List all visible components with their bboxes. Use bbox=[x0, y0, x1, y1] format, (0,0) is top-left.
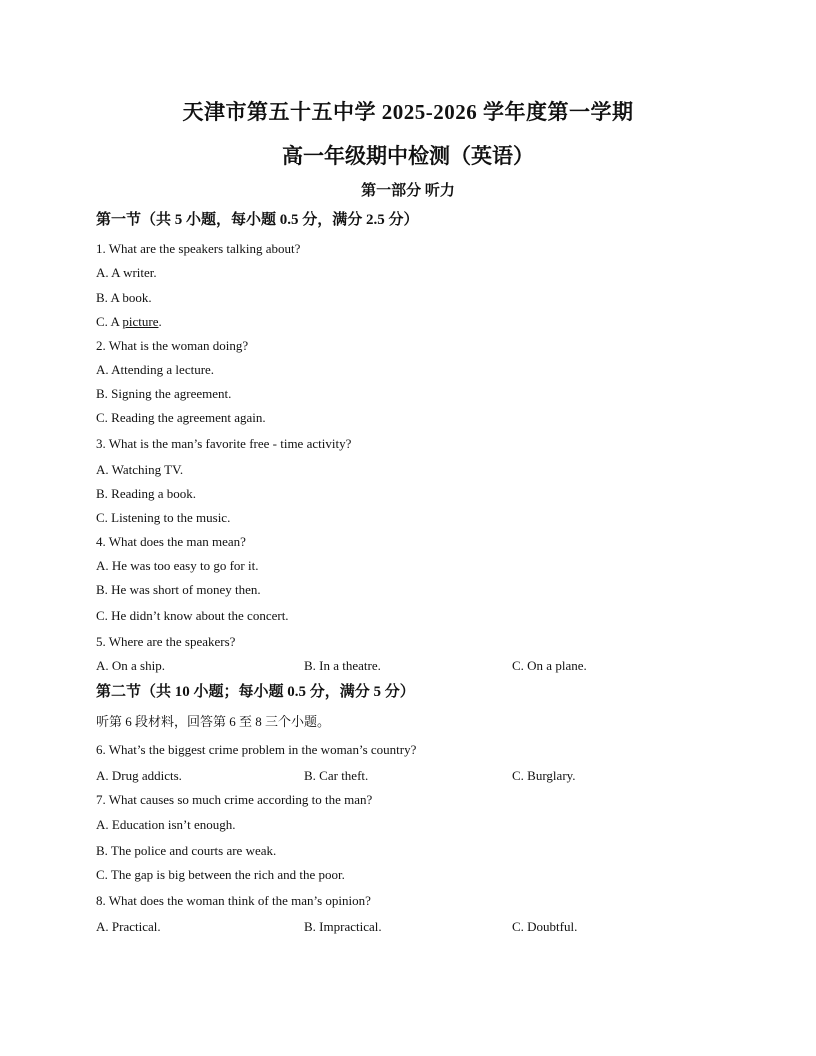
part-title: 第一部分 听力 bbox=[361, 183, 455, 199]
question-5: 5. Where are the speakers? bbox=[96, 634, 236, 649]
q4-option-b: B. He was short of money then. bbox=[96, 582, 261, 597]
q6-option-a: A. Drug addicts. bbox=[96, 768, 182, 783]
question-8: 8. What does the woman think of the man’s opinion? bbox=[96, 893, 371, 908]
exam-title-subject: 高一年级期中检测（英语） bbox=[282, 144, 534, 168]
section1-heading: 第一节（共 5 小题，每小题 0.5 分，满分 2.5 分） bbox=[96, 212, 419, 228]
q6-option-c: C. Burglary. bbox=[512, 768, 576, 783]
q7-option-b: B. The police and courts are weak. bbox=[96, 843, 277, 858]
q3-option-a: A. Watching TV. bbox=[96, 462, 184, 477]
q1-option-b: B. A book. bbox=[96, 290, 152, 305]
q3-option-c: C. Listening to the music. bbox=[96, 510, 231, 525]
q4-option-a: A. He was too easy to go for it. bbox=[96, 558, 259, 573]
question-2: 2. What is the woman doing? bbox=[96, 338, 249, 353]
q3-option-b: B. Reading a book. bbox=[96, 486, 197, 501]
q4-option-c: C. He didn’t know about the concert. bbox=[96, 608, 289, 623]
q1-option-c-prefix: C. A bbox=[96, 314, 123, 329]
q7-option-a: A. Education isn’t enough. bbox=[96, 817, 236, 832]
q8-option-b: B. Impractical. bbox=[304, 919, 382, 934]
q5-option-c: C. On a plane. bbox=[512, 658, 587, 673]
q8-option-c: C. Doubtful. bbox=[512, 919, 578, 934]
q1-option-c-suffix: . bbox=[158, 314, 162, 329]
question-4: 4. What does the man mean? bbox=[96, 534, 246, 549]
section2-intro: 听第 6 段材料，回答第 6 至 8 三个小题。 bbox=[96, 714, 331, 729]
section2-heading: 第二节（共 10 小题；每小题 0.5 分，满分 5 分） bbox=[96, 684, 415, 700]
q1-option-a: A. A writer. bbox=[96, 265, 157, 280]
q5-option-a: A. On a ship. bbox=[96, 658, 165, 673]
question-6: 6. What’s the biggest crime problem in the woman’s country? bbox=[96, 742, 417, 757]
q1-option-c bbox=[96, 313, 162, 331]
q5-option-b: B. In a theatre. bbox=[304, 658, 381, 673]
question-1: 1. What are the speakers talking about? bbox=[96, 241, 301, 256]
question-3: 3. What is the man’s favorite free - time activity? bbox=[96, 436, 352, 451]
q2-option-c: C. Reading the agreement again. bbox=[96, 410, 266, 425]
q8-option-a: A. Practical. bbox=[96, 919, 161, 934]
q1-option-c-underlined: picture bbox=[122, 314, 159, 329]
q2-option-a: A. Attending a lecture. bbox=[96, 362, 215, 377]
q2-option-b: B. Signing the agreement. bbox=[96, 386, 232, 401]
q7-option-c: C. The gap is big between the rich and the poor. bbox=[96, 867, 345, 882]
exam-title-school: 天津市第五十五中学 2025-2026 学年度第一学期 bbox=[182, 100, 634, 124]
question-7: 7. What causes so much crime according to the man? bbox=[96, 792, 373, 807]
q6-option-b: B. Car theft. bbox=[304, 768, 369, 783]
